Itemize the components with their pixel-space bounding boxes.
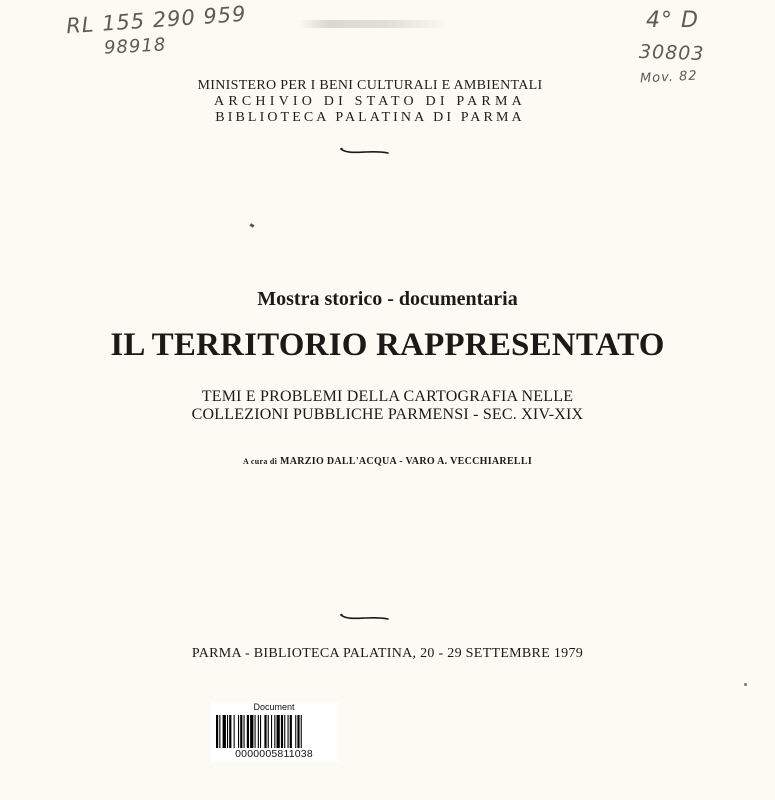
barcode-label	[210, 702, 338, 762]
barcode-icon	[216, 715, 332, 748]
handwritten-inventory-number: 98918	[103, 34, 167, 59]
theme-line-2: COLLEZIONI PUBBLICHE PARMENSI - SEC. XIV-XIX	[191, 406, 584, 423]
barcode-number: 0000005811038	[235, 748, 313, 760]
theme-line-1: TEMI E PROBLEMI DELLA CARTOGRAFIA NELLE	[201, 388, 574, 405]
curators-names: MARZIO DALL'ACQUA - VARO A. VECCHIARELLI	[280, 456, 533, 467]
handwritten-shelfmark: RL 155 290 959	[65, 1, 248, 39]
paper-speck	[744, 683, 747, 686]
paper-stain	[298, 20, 448, 28]
ornament-divider-bottom	[340, 613, 390, 621]
header-library: BIBLIOTECA PALATINA DI PARMA	[215, 110, 525, 125]
exhibition-title: IL TERRITORIO RAPPRESENTATO	[110, 327, 665, 363]
place-and-date: PARMA - BIBLIOTECA PALATINA, 20 - 29 SETTEMBRE 1979	[191, 646, 584, 661]
header-archive: ARCHIVIO DI STATO DI PARMA	[214, 94, 526, 109]
exhibition-subtitle: Mostra storico - documentaria	[257, 288, 518, 310]
header-ministry: MINISTERO PER I BENI CULTURALI E AMBIENTALI	[197, 78, 543, 93]
ornament-divider-top	[340, 147, 390, 155]
curators-prefix: A cura di	[242, 457, 278, 466]
handwritten-date-note: Mov. 82	[639, 68, 698, 87]
curators-credit	[0, 456, 775, 467]
handwritten-format: 4° D	[646, 8, 699, 33]
ink-speck	[250, 223, 255, 228]
handwritten-collocation: 30803	[638, 40, 705, 66]
barcode-caption: Document	[253, 702, 295, 712]
